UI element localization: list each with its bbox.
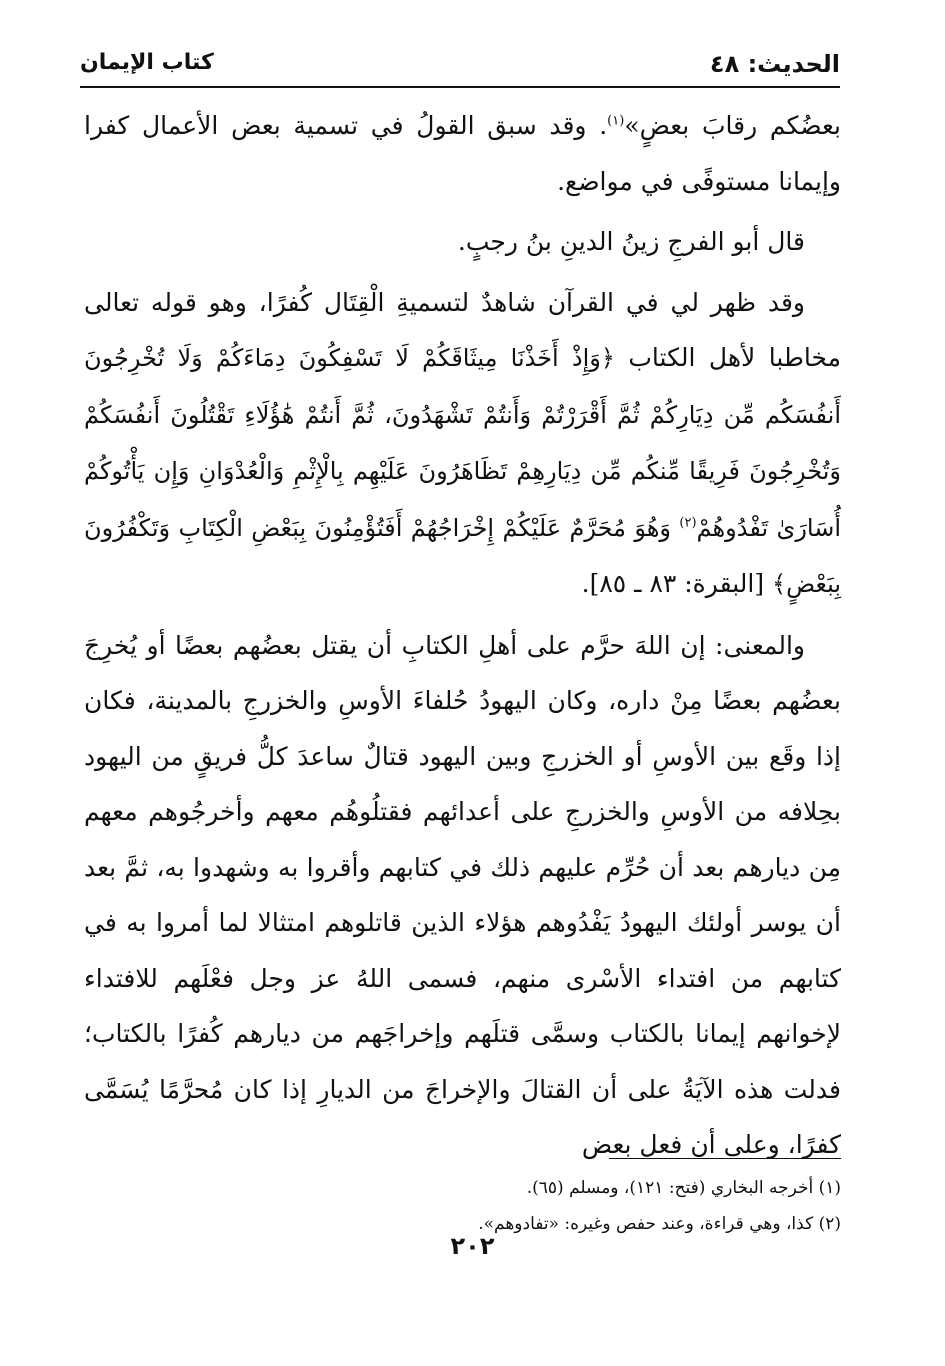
main-text	[84, 98, 841, 1173]
book-title: كتاب الإيمان	[80, 50, 214, 75]
footnote-ref-2: (٢)	[679, 515, 697, 531]
paragraph-1-start: بعضُكم رقابَ بعضٍ»	[624, 111, 841, 140]
footnote-2: (٢) كذا، وهي قراءة، وعند حفص وغيره: «تفادوهم».	[478, 1214, 841, 1234]
verse-reference: [البقرة: ٨٣ ـ ٨٥].	[581, 569, 773, 598]
quran-verse-part-1: ﴿وَإِذْ أَخَذْنَا مِيثَاقَكُمْ لَا تَسْفِكُونَ دِمَاءَكُمْ وَلَا تُخْرِجُونَ أَنفُسَكُم مِّن دِيَارِكُمْ ثُمَّ أَقْرَرْتُمْ وَأَنتُمْ تَشْهَدُونَ، ثُمَّ أَنتُمْ هَٰؤُلَاءِ تَقْتُلُونَ أَنفُسَكُمْ وَتُخْرِجُونَ فَرِيقًا مِّنكُم مِّن دِيَارِهِمْ تَظَاهَرُونَ عَلَيْهِم بِالْإِثْمِ وَالْعُدْوَانِ وَإِن يَأْتُوكُمْ أُسَارَىٰ تَفْدُوهُمْ	[84, 344, 842, 542]
footnote-ref-1: (١)	[607, 113, 625, 129]
paragraph-1-end: . وقد سبق القولُ في تسمية بعض الأعمال كفرا وإيمانا مستوفًى في مواضع.	[84, 111, 841, 196]
footnote-divider	[609, 1158, 841, 1159]
running-header	[80, 44, 840, 84]
header-divider	[80, 86, 840, 88]
hadith-number-label: الحديث: ٤٨	[709, 50, 840, 78]
paragraph-2: قال أبو الفرجِ زينُ الدينِ بنُ رجبٍ.	[457, 227, 805, 256]
page-number: ٢٠٢	[450, 1232, 495, 1260]
quran-verse-part-2: وَهُوَ مُحَرَّمٌ عَلَيْكُمْ إِخْرَاجُهُمْ أَفَتُؤْمِنُونَ بِبَعْضِ الْكِتَابِ وَتَكْفُرُونَ بِبَعْضٍ﴾	[84, 513, 841, 598]
footnote-1: (١) أخرجه البخاري (فتح: ١٢١)، ومسلم (٦٥).	[526, 1178, 841, 1198]
paragraph-3-intro: وقد ظهر لي في القرآن شاهدٌ لتسميةِ الْقِتَال كُفرًا، وهو قوله تعالى مخاطبا لأهل الكتاب	[84, 287, 841, 372]
paragraph-4: والمعنى: إن اللهَ حرَّم على أهلِ الكتابِ أن يقتل بعضُهم بعضًا أو يُخرِجَ بعضُهم بعضًا مِنْ داره، وكان اليهودُ حُلفاءَ الأوسِ والخزرجِ بالمدينة، فكان إذا وقَع بين الأوسِ أو الخزرجِ وبين اليهود قتالٌ ساعدَ كلُّ فريقٍ من اليهود بحِلافه من الأوسِ والخزرجِ على أعدائهم فقتلُوهُم معهم وأخرجُوهم معهم مِن ديارهم بعد أن حُرِّم عليهم ذلك في كتابهم وأقروا به وشهدوا به، ثمَّ بعد أن يوسر أولئك اليهودُ يَفْدُوهم هؤلاء الذين قاتلوهم امتثالا لما أمروا به في كتابهم من افتداء الأسْرى منهم، فسمى اللهُ عز وجل فعْلَهم للافتداء لإخوانهم إيمانا بالكتاب وسمَّى قتلَهم وإخراجَهم من ديارهم كُفرًا بالكتاب؛ فدلت هذه الآيَةُ على أن القتالَ والإخراجَ من الديارِ إذا كان مُحرَّمًا يُسَمَّى كفرًا، وعلى أن فعل بعض	[84, 630, 841, 1159]
paragraph-1	[84, 98, 841, 209]
paragraph-3	[84, 275, 841, 613]
